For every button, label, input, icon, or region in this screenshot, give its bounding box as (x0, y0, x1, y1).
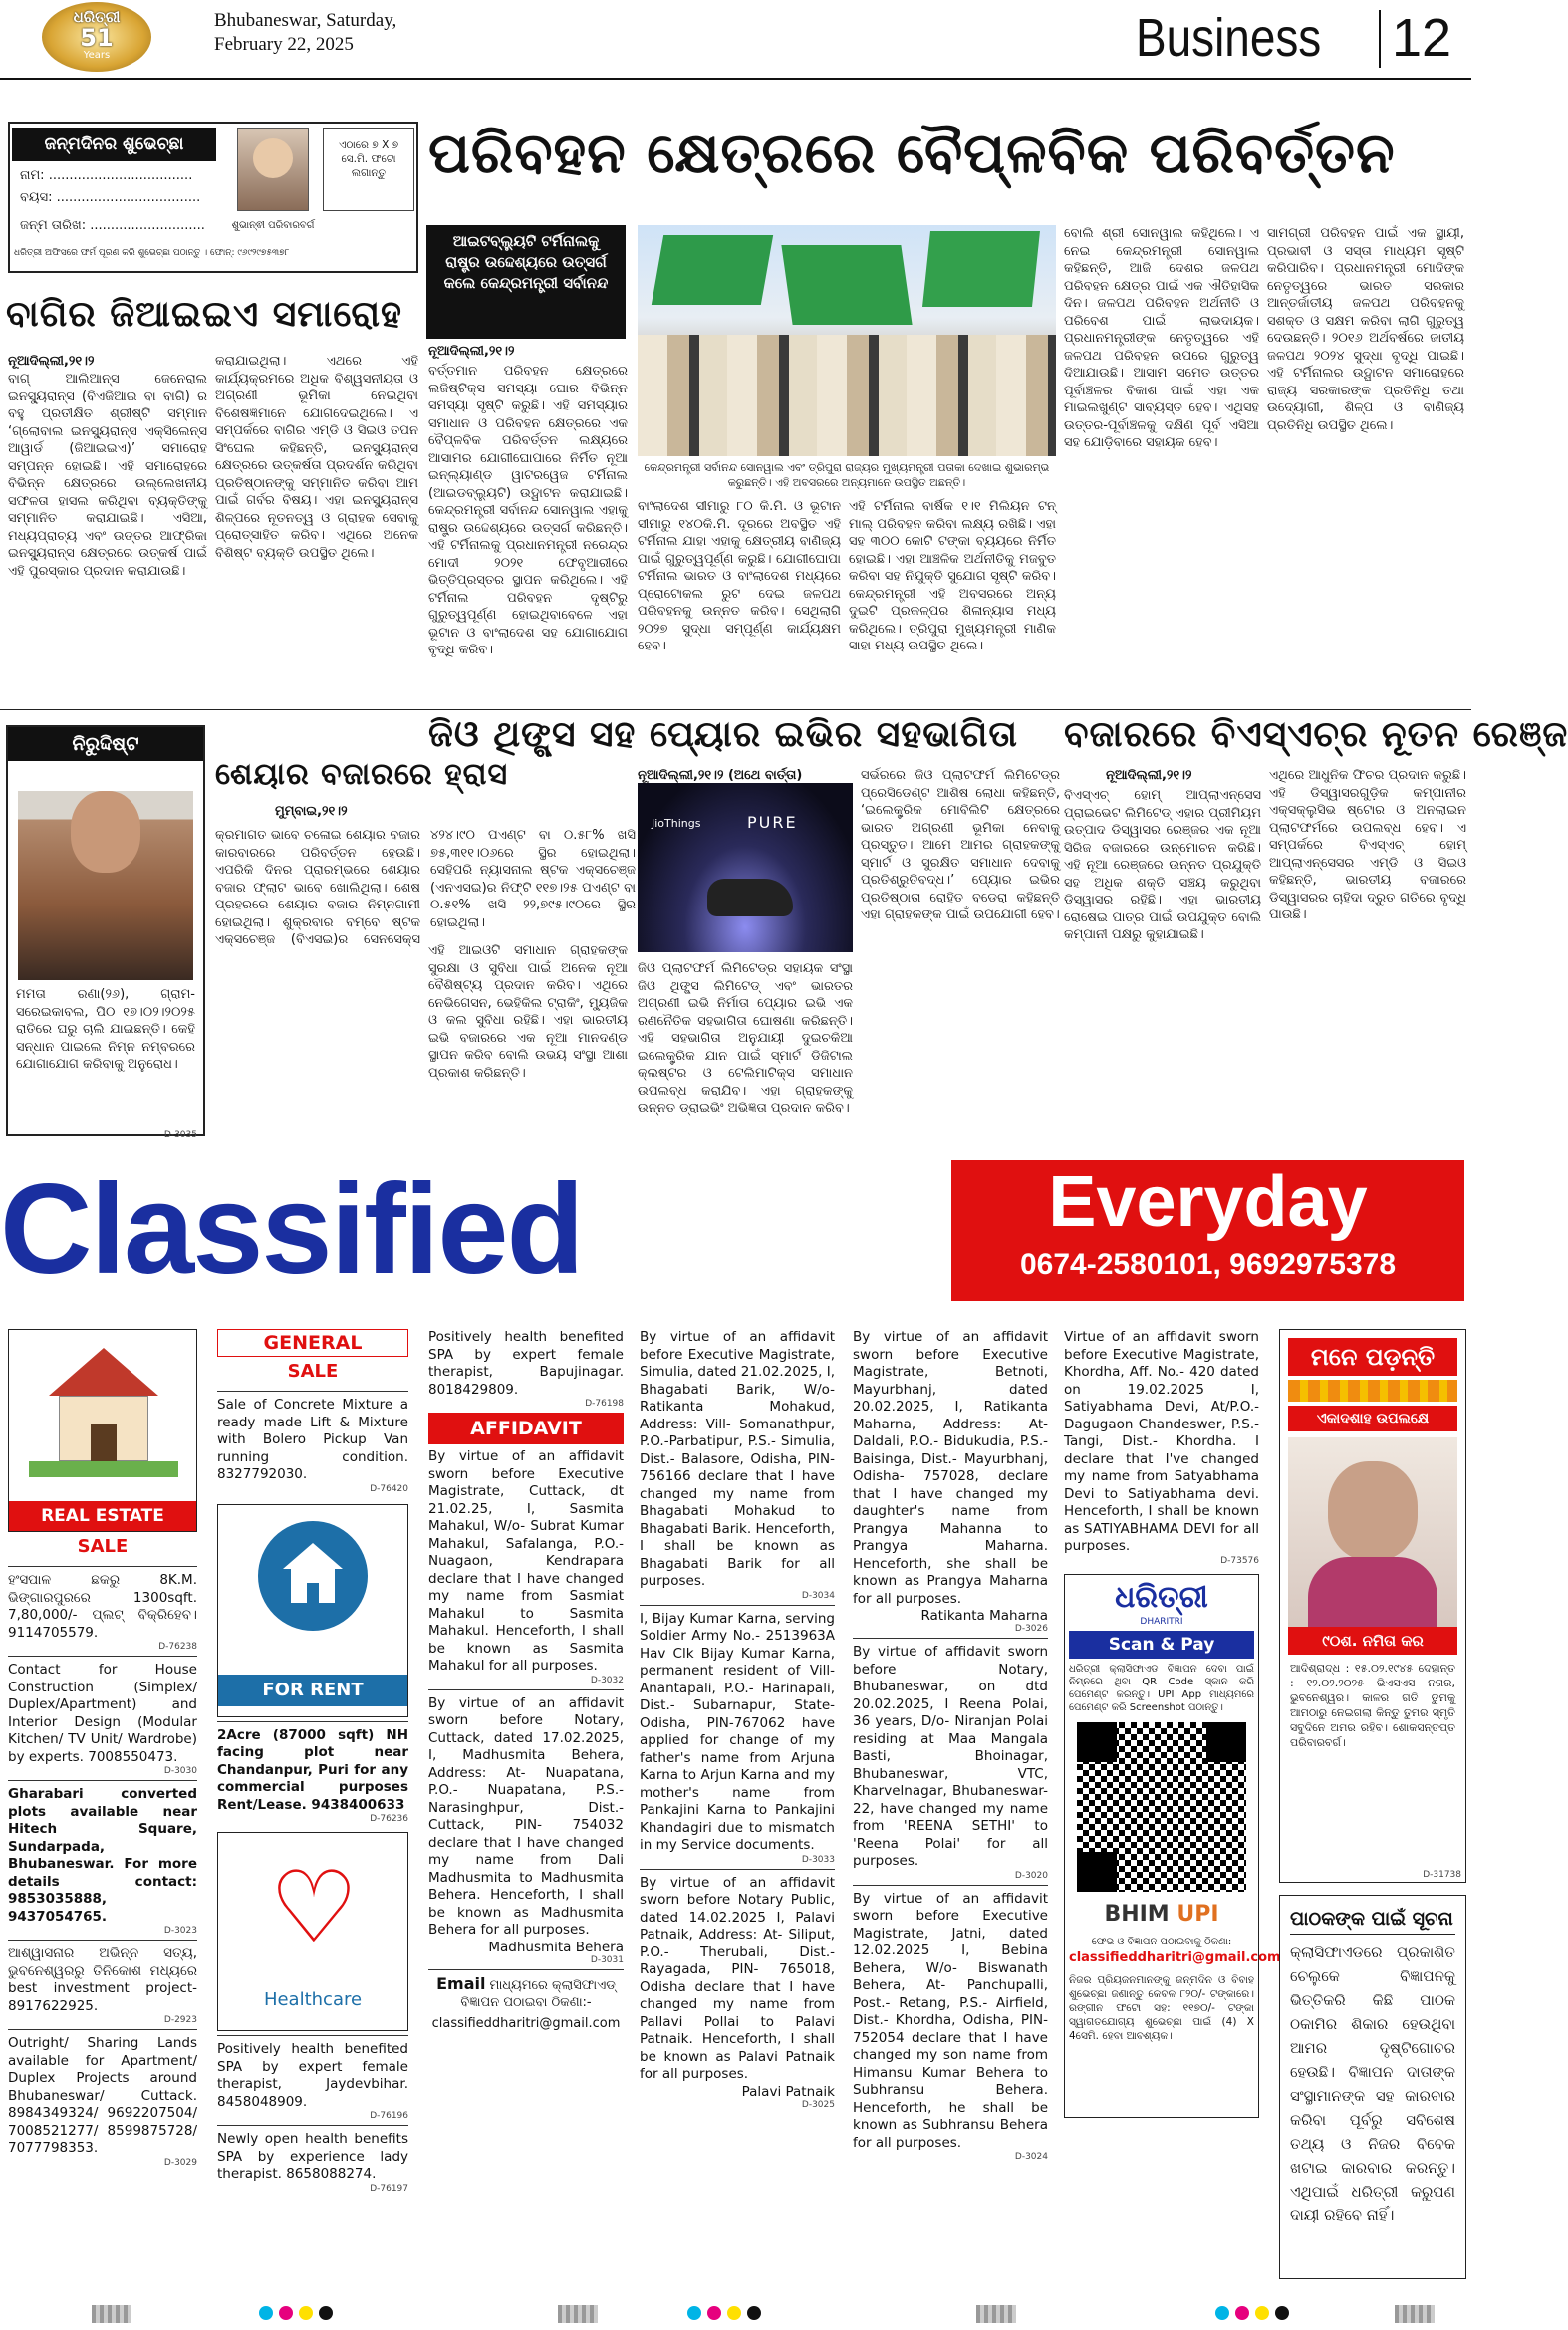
birthday-note: ଧରିତ୍ରୀ ଅଫିସରେ ଫର୍ମ ପୂରଣ କରି ଶୁଭେଚ୍ଛା ପଠାନ୍ତୁ । ଫୋନ୍: ୯୬୯୨୯୭୫୩୭୮ (14, 248, 290, 258)
jio-brand-1: JioThings (652, 817, 701, 830)
ad-spa-jaydevbihar: Positively health benefited SPA by expert female therapist, Jaydevbihar. 8458048909. (217, 2041, 408, 2110)
ad-affidavit-madhusmita: By virtue of an affidavit sworn before Notary, Cuttack, dated 17.02.2025, I, Madhusmita Behera, Address: At- Nuapatana, P.O.- Nuapatana, P.S.- Narasinghpur, Dist.- Cuttack, PIN- 754032 declare that I have changed my name from Dali Madhusmita to Madhusmita Behera. Henceforth, I shall be known as Madhusmita Behera for all purposes. (428, 1694, 624, 1938)
ad-code: D-3029 (163, 2157, 197, 2168)
everyday-title: Everyday (1048, 1163, 1368, 1242)
remembrance-photo (1288, 1437, 1457, 1627)
name-label: ନାମ: (20, 168, 45, 183)
share-col-1: କ୍ରମାଗତ ଭାବେ ଚଳୋଇ ଶେୟାର ବଜାର କାରବାରରେ ପରିବର୍ତ୍ତନ ହେଉଛି। ଏପରିକି ଦିନର ପ୍ରାରମ୍ଭରେ ଶେୟାର ବଜାର ଫ୍ଲାଟ ଭାବେ ଖୋଲିଥିଲା। ଶେଷ ପ୍ରହରରେ ଶେୟାର ବଜାର ନିମ୍ନଗାମୀ ହୋଇଥିଲା। ଶୁକ୍ରବାର ବମ୍ବେ ଷ୍ଟକ ଏକ୍ସଚେଞ୍ଜ (ବିଏସଇ)ର ସେନସେକ୍ସ ୪୨୪।୯୦ ପଏଣ୍ଟ ବା ୦.୫୮% ଖସି ୭୫,୩୧୧।୦୬ରେ ସ୍ଥିର ହୋଇଥିଲା। ସେହିପରି ନ୍ୟାସନାଲ ଷ୍ଟକ ଏକ୍ସଚେଞ୍ଜ (ଏନଏସଇ)ର ନିଫ୍ଟି ୧୧୭।୨୫ ପଏଣ୍ଟ ବା ୦.୫୧% ଖସି ୨୨,୭୯୫।୯୦ରେ ସ୍ଥିର ହୋଇଥିଲା। (215, 828, 636, 947)
bagir-col-2: କରାଯାଇଥିଲା। ଏଥରେ ଏହି କାର୍ଯ୍ୟକ୍ରମରେ ଅଧିକ ବିଶ୍ୱସନୀୟତା ଓ ଅଗ୍ରଣୀ ଭୂମିକା ନେଇଥିବା ବିଶେଷଜ୍ଞମାନେ ଯୋଗଦେଇଥିଲେ। ଏ ସମ୍ପର୍କରେ ବାଗିର ଏମ୍‌ଡି ଓ ସିଇଓ ତପନ ସିଂଘେଲ କହିଛନ୍ତି, ଇନସ୍ୟୁରାନ୍ସ କ୍ଷେତ୍ରରେ ଉତ୍କର୍ଷତା ପ୍ରଦର୍ଶନ କରିଥିବା ପ୍ରତିଷ୍ଠାନଙ୍କୁ ସମ୍ମାନିତ କରିବା ଆମ ପାଇଁ ଗର୍ବର ବିଷୟ। ଏହା ଇନସ୍ୟୁରାନ୍ସ ଶିଳ୍ପରେ ନୂତନତ୍ୱ ଓ ଗ୍ରାହକ ସେବାକୁ ପ୍ରୋତ୍ସାହିତ କରିବ। ଏଥିରେ ଅନେକ ବିଶିଷ୍ଟ ବ୍ୟକ୍ତି ଉପସ୍ଥିତ ଥିଲେ। (215, 354, 418, 561)
ad-code: D-3026 (1014, 1624, 1048, 1634)
ad-affidavit-palavi: By virtue of an affidavit sworn before Notary Public, dated 14.02.2025 I, Palavi Patnaik, Address: At- Siliput, P.O.- Therubali, Dist.- Rayagada, PIN- 765018, Odisha declare that I have changed my name from Pallavi Pollai to Palavi Patnaik. Henceforth, I shall be known as Palavi Patnaik for all purposes. (640, 1874, 835, 2082)
lead-col-3: ଏହି ଟର୍ମିନାଲ ବାର୍ଷିକ ୧।୧ ମିଲିୟନ ଟନ୍ ମାଲ୍ ପରିବହନ କରିବା ଲକ୍ଷ୍ୟ ରଖିଛି। ଏହା ସହ ୩୦୦ କୋଟି ଟଙ୍କା ବ୍ୟୟରେ ନିର୍ମିତ ହୋଇଛି। ଏହା ଆଞ୍ଚଳିକ ଅର୍ଥନୀତିକୁ ମଜବୁତ କରିବା ସହ ନିଯୁକ୍ତି ସୁଯୋଗ ସୃଷ୍ଟି କରିବ। କେନ୍ଦ୍ରମନ୍ତ୍ରୀ ଏହି ଅବସରରେ ଅନ୍ୟ ଦୁଇଟି ପ୍ରକଳ୍ପର ଶିଳାନ୍ୟାସ ମଧ୍ୟ କରିଥିଲେ। ତ୍ରିପୁରା ମୁଖ୍ୟମନ୍ତ୍ରୀ ମାଣିକ ସାହା ମଧ୍ୟ ଉପସ୍ଥିତ ଥିଲେ। (849, 499, 1056, 653)
classified-col-3 (428, 1329, 624, 2281)
ad-code: D-3030 (163, 1766, 197, 1776)
age-line: ବୟସ: ................................... (20, 190, 201, 205)
lead-subhead: ଆଇଟବ୍ଲ୍ୟୁଟି ଟର୍ମିନାଲକୁ ରାଷ୍ଟ୍ର ଉଦ୍ଦେଶ୍ୟରେ ଉତ୍ସର୍ଗ କଲେ କେନ୍ଦ୍ରମନ୍ତ୍ରୀ ସର୍ବାନନ୍ଦ (443, 232, 609, 292)
bse-dateline: ନୂଆଦିଲ୍ଲୀ,୨୧।୨ (1106, 768, 1192, 783)
bagir-dateline: ନୂଆଦିଲ୍ଲୀ,୨୧।୨ (8, 354, 95, 369)
for-rent-box (217, 1504, 408, 1717)
share-headline: ଶେୟାର ବଜାରରେ ହ୍ରାସ (215, 757, 509, 792)
ad-code: D-76238 (158, 1642, 197, 1652)
ad-code: D-76197 (370, 2183, 408, 2194)
missing-person-photo (18, 791, 193, 980)
ad-affidavit-bebina: By virtue of an affidavit sworn before Executive Magistrate, Jatni, dated 12.02.2025 I, Bebina Behera, W/o- Biswanath Behera, At- Panchupalli, Post.- Retang, P.S.- Airfield, Dist.- Khordha, Odisha, PIN- 752054 declare that I have changed my son name from Himansu Kumar Behera to Subhransu Behera. Henceforth, he shall be known as Subhransu Behera for all purposes. (853, 1890, 1048, 2151)
lead-photo (638, 225, 1056, 456)
ad-outright-lands: Outright/ Sharing Lands available for Apartment/ Duplex Projects around Bhubaneswar/ Cuttack. 8984349324/ 9692207504/ 7008521277/ 8599875728/ 7077798353. (8, 2035, 197, 2156)
upi-text: UPI (1176, 1901, 1219, 1927)
ad-code: D-3024 (1014, 2152, 1048, 2162)
birthday-wishes-box (8, 122, 418, 273)
classified-banner (0, 1156, 1471, 1305)
ad-code: D-3033 (801, 1854, 835, 1865)
lead-subhead-box (426, 225, 626, 339)
ad-affidavit-ratikanta: By virtue of an affidavit sworn before Executive Magistrate, Betnoti, Mayurbhanj, dated 20.02.2025, I, Ratikanta Maharna, Address: At- Daldali, P.O.- Bidukudia, P.S.- Baisinga, Dist.- Mayurbhanj, Odisha- 757028, declare that I have changed my daughter's name from Prangya Mahanna to Prangya Maharna. Henceforth, she shall be known as Prangya Maharna for all purposes. (853, 1329, 1048, 1607)
classified-col-1 (8, 1329, 197, 2281)
ad-code: D-73576 (1220, 1555, 1259, 1566)
flower-border (1288, 1380, 1457, 1402)
scan-pay-box (1064, 1574, 1281, 2118)
birthday-title: ଜନ୍ମଦିନର ଶୁଭେଚ୍ଛା (12, 128, 216, 161)
jio-col-3: ସର୍ଭରରେ ଜିଓ ପ୍ଲାଟଫର୍ମ ଲିମିଟେଡ୍ର ପ୍ରେସିଡେଣ୍ଟ ଆଶିଷ ଲୋଧା କହିଛନ୍ତି, ‘ଇଲେକ୍ଟ୍ରିକ ମୋବିଲିଟି କ୍ଷେତ୍ରରେ ଭାରତ ଅଗ୍ରଣୀ ଭୂମିକା ନେବାକୁ ପ୍ରସ୍ତୁତ। ଆମେ ଆମର ଗ୍ରାହକଙ୍କୁ ସ୍ମାର୍ଟ ଓ ସୁରକ୍ଷିତ ସମାଧାନ ଦେବାକୁ ପ୍ରତିଶ୍ରୁତିବଦ୍ଧ।’ ପ୍ୟୋର ଇଭିର ପ୍ରତିଷ୍ଠାତା ରୋହିତ ବଡେରା କହିଛନ୍ତି ଏହା ଗ୍ରାହକଙ୍କ ପାଇଁ ଉପଯୋଗୀ ହେବ। (861, 768, 1060, 922)
page-number: 12 (1392, 8, 1452, 68)
remembrance-title: ମନେ ପଡ଼ନ୍ତି (1288, 1338, 1457, 1376)
child-photo (237, 128, 309, 211)
name-line: ନାମ: ................................... (20, 168, 193, 183)
bhim-upi-logo (1069, 1900, 1254, 1930)
ad-code: D-76198 (585, 1399, 624, 1409)
reader-notice-text: କ୍ଲାସିଫାଏଡରେ ପ୍ରକାଶିତ ଚେଲୁକେ ବିଜ୍ଞାପନକୁ ଭିତ୍ତିକରି କିଛି ପାଠକ ଠକାମିର ଶିକାର ହେଉଥିବା ଆମର ଦୃଷ୍ଟିଗୋଚର ହେଉଛି। ବିଜ୍ଞାପନ ଦାତାଙ୍କ ସଂସ୍ଥାମାନଙ୍କ ସହ କାରବାର କରିବା ପୂର୍ବରୁ ସବିଶେଷ ତଥ୍ୟ ଓ ନିଜର ବିବେକ ଖଟାଇ କାରବାର କରନ୍ତୁ। ଏଥିପାଇଁ ଧରିତ୍ରୀ କରୁପଣ ଦାୟୀ ରହିବେ ନାହିଁ। (1290, 1943, 1455, 2224)
ad-code: D-76196 (370, 2111, 408, 2121)
masthead (0, 0, 1471, 78)
email-box (428, 1975, 624, 2032)
lead-col-2: ବାଂଲାଦେଶ ସୀମାରୁ ୮୦ କି.ମି. ଓ ଭୂଟାନ ସୀମାରୁ ୧୪୦କି.ମି. ଦୂରରେ ଅବସ୍ଥିତ ଏହି ଟର୍ମିନାଲ ଯାହା ଏହାକୁ କ୍ଷେତ୍ରୀୟ ବାଣିଜ୍ୟ ପାଇଁ ଗୁରୁତ୍ୱପୂର୍ଣ୍ଣ କରୁଛି। ଯୋଗୀଘୋପା ଟର୍ମିନାଲ ଭାରତ ଓ ବାଂଲାଦେଶ ମଧ୍ୟରେ ପ୍ରୋଟୋକଲ ରୁଟ ଦେଇ ଜଳପଥ ପରିବହନକୁ ଉନ୍ନତ କରିବ। ସେଥିଲାଗି ୨୦୨୭ ସୁଦ୍ଧା ସମ୍ପୂର୍ଣ୍ଣ କାର୍ଯ୍ୟକ୍ଷମ ହେବ। (638, 499, 841, 653)
remembrance-text: ଆଦିଶ୍ରାଦ୍ଧ : ୧୫.୦୨.୧୯୪୫ ଦେହାନ୍ତ : ୧୨.୦୨.୨୦୨୫ ଭିଏସଏସ ନଗର, ଭୁବନେଶ୍ୱର। କାଳର ଗତି ତୁମକୁ ଆମଠାରୁ ନେଇଗଲା କିନ୍ତୁ ତୁମର ସ୍ମୃତି ସବୁଦିନେ ଅମର ରହିବ। ଶୋକସନ୍ତପ୍ତ ପରିବାରବର୍ଗ। (1290, 1662, 1455, 1749)
scan-rates: ନିଜର ପ୍ରିୟଜନମାନଙ୍କୁ ଜନ୍ମଦିନ ଓ ବିବାହ ଶୁଭେଚ୍ଛା ଜଣାନ୍ତୁ କେବଳ ୮୨୦/- ଟଙ୍କାରେ। ରଙ୍ଗୀନ ଫଟୋ ସହ: ୧୧୭୦/- ଟଙ୍କା ସ୍ୱାଗତଯୋଗ୍ୟ ଶୁଭେଚ୍ଛା ପାଇଁ (4) X 4ସେମି. ହେବା ଆବଶ୍ୟକ। (1069, 1973, 1254, 2042)
ad-code: D-76420 (370, 1483, 408, 1494)
reader-notice-title: ପାଠକଙ୍କ ପାଇଁ ସୂଚନା (1290, 1904, 1455, 1935)
lead-col-5: ସାମଗ୍ରୀ ପରିବହନ ପାଇଁ ଏକ ସ୍ଥାୟୀ, ପ୍ରଭାବୀ ଓ ସସ୍ତା ମାଧ୍ୟମ ସୃଷ୍ଟି କରିପାରିବ। ପ୍ରଧାନମନ୍ତ୍ରୀ ମୋଦିଙ୍କ ନେତୃତ୍ୱରେ ଭାରତ ସରକାର ଆନ୍ତର୍ଜାତୀୟ ଜଳପଥ ପରିବହନକୁ ସଶକ୍ତ ଓ ସକ୍ଷମ କରିବା ଲାଗି ଗୁରୁତ୍ୱ ଦେଉଛନ୍ତି। ୨୦୧୬ ଅର୍ଥବର୍ଷରେ ଜାତୀୟ ଜଳପଥ ୨୦୨୪ ସୁଦ୍ଧା ବୃଦ୍ଧି ପାଇଛି। ଏହି ଟର୍ମିନାଲର ଉଦ୍ଘାଟନ ସମାରୋହରେ ରାଜ୍ୟ ସରକାରଙ୍କ ପ୍ରତିନିଧି ତଥା ଉଦ୍ୟୋଗୀ, ଶିଳ୍ପ ଓ ବାଣିଜ୍ୟ ପ୍ରତିନିଧି ଉପସ୍ଥିତ ଥିଲେ। (1267, 226, 1464, 433)
home-icon (258, 1521, 368, 1631)
ad-code: D-76236 (370, 1814, 408, 1824)
healthcare-box (217, 1832, 408, 2031)
bagir-headline: ବାଗିର ଜିଆଇଇଏ ସମାରୋହ (6, 294, 402, 335)
jio-headline: ଜିଓ ଥିଙ୍ଗ୍ସ ସହ ପ୍ୟୋର ଇଭିର ସହଭାଗିତା (428, 714, 1019, 755)
scan-pay-title: Scan & Pay (1069, 1631, 1254, 1659)
email-text: ମାଧ୍ୟମରେ କ୍ଲାସିଫାଏଡ୍ ବିଜ୍ଞାପନ ପଠାଇବା ଠିକଣା:- (460, 1977, 616, 2010)
anniversary-logo (42, 2, 151, 72)
bse-headline: ବଜାରରେ ବିଏସ୍‌ଏଚ୍‌ର ନୂତନ ରେଞ୍ଜ (1064, 714, 1568, 755)
ad-bijay-karna: I, Bijay Kumar Karna, serving Soldier Army No.- 2513963A Hav Clk Bijay Kumar Karna, permanent resident of Vill- Anantapali, P.O.- Harinapali, Dist.- Subarnapur, State- Odisha, PIN-767062 have applied for change of my father's name from Arjuna Karna to Arjun Karna and my mother's name from Pankajini Karna to Pankajini Khandagiri due to mismatch in my Service documents. (640, 1610, 835, 1853)
ad-plot-bhingarpur: ହଂସପାଳ ଛକରୁ 8K.M. ଭିଙ୍ଗାରପୁରରେ 1300sqft. 7,80,000/- ପ୍ଲଟ୍ ବିକ୍ରିହେବ। 9114705579. (8, 1572, 197, 1641)
real-estate-label: REAL ESTATE (9, 1501, 196, 1531)
ad-code: D-3031 (590, 1954, 624, 1965)
lead-dateline: ନୂଆଦିଲ୍ଲୀ,୨୧।୨ (428, 344, 515, 359)
bhim-text: BHIM (1104, 1901, 1170, 1927)
dharitri-logo-sub: DHARITRI (1140, 1616, 1183, 1627)
ad-new-spa: Newly open health benefits SPA by experience lady therapist. 8658088274. (217, 2131, 408, 2182)
remembrance-box (1279, 1329, 1466, 1883)
classified-title: Classified (0, 1159, 583, 1301)
ad-gharabari-plots: Gharabari converted plots available near Hitech Square, Sundarpada, Bhubaneswar. For more details contact: 9853035888, 9437054765. (8, 1786, 197, 1925)
for-rent-label: FOR RENT (218, 1675, 407, 1706)
ad-house-construction: Contact for House Construction (Simplex/ Duplex/Apartment) and Interior Design (Modular Kitchen/ TV Unit/ Wardrobe) by experts. 7008550473. (8, 1662, 197, 1765)
photo-caption: ଶୁଭାନ୍ଵୀ ପରିବାରବର୍ଗ (231, 220, 315, 231)
ad-affidavit-sasmita: By virtue of an affidavit sworn before Executive Magistrate, Cuttack, dt 21.02.25, I, Sasmita Mahakul, W/o- Subrat Kumar Mahakul, Safalanga, P.O.- Nuagaon, Kendrapara declare that I have changed my name from Sasmiat Mahakul to Sasmita Mahakul. Henceforth, I shall be known as Sasmita Mahakul for all purposes. (428, 1448, 624, 1674)
ad-signature: Madhusmita Behera (488, 1939, 624, 1955)
dob-line: ଜନ୍ମ ତାରିଖ: ............................ (20, 218, 205, 233)
scan-pay-text: ଧରିତ୍ରୀ କ୍ଲାସିଫାଏଡ ବିଜ୍ଞାପନ ଦେବା ପାଇଁ ନିମ୍ନରେ ଥିବା QR Code ସ୍କାନ କରି ପେମେଣ୍ଟ କରନ୍ତୁ। UPI App ମାଧ୍ୟମରେ ପେମେଣ୍ଟ କରି Screenshot ପଠାନ୍ତୁ। (1069, 1663, 1254, 1713)
ad-code: D-3020 (1014, 1870, 1048, 1881)
classified-col-7 (1279, 1329, 1466, 2281)
ad-code: D-2923 (163, 2015, 197, 2025)
section-name: Business (1136, 8, 1322, 68)
share-dateline: ମୁମ୍ବାଇ,୨୧।୨ (275, 804, 348, 819)
date: February 22, 2025 (214, 34, 354, 55)
ad-affidavit-reena: By virtue of affidavit sworn before Notary, Bhubaneswar, on dtd 20.02.2025, I Reena Polai, 36 years, D/o- Niranjan Polai residing at Maa Mangala Basti, Bhoinagar, Bhubaneswar, VTC, Kharvelnagar, Bhubaneswar- 22, have changed my name from 'REENA SETHI' to 'Reena Polai' for all purposes. (853, 1644, 1048, 1869)
ad-code: D-3034 (801, 1590, 835, 1601)
lead-col-1: ବର୍ତ୍ତମାନ ପରିବହନ କ୍ଷେତ୍ରରେ ଲଜିଷ୍ଟିକ୍ସ ସମସ୍ୟା ଘୋର ବିଭିନ୍ନ ସମସ୍ୟା ସୃଷ୍ଟି କରୁଛି। ଏହି ସମସ୍ୟାର ସମାଧାନ ଓ ପରିବହନ କ୍ଷେତ୍ରରେ ଏକ ବୈପ୍ଳବିକ ପରିବର୍ତ୍ତନ ଲକ୍ଷ୍ୟରେ ଆସାମର ଯୋଗୀଘୋପାରେ ନିର୍ମିତ ନୂଆ ଇନ୍ଲ୍ୟାଣ୍ଡ ୱାଟରୱେଜ ଟର୍ମିନାଲ (ଆଇଡବ୍ଲ୍ୟୁଟି) ଉଦ୍ଘାଟନ କରାଯାଇଛି। କେନ୍ଦ୍ରମନ୍ତ୍ରୀ ସର୍ବାନନ୍ଦ ସୋନୱାଲ ଏହାକୁ ରାଷ୍ଟ୍ର ଉଦ୍ଦେଶ୍ୟରେ ଉତ୍ସର୍ଗ କରିଛନ୍ତି। ଏହି ଟର୍ମିନାଲକୁ ପ୍ରଧାନମନ୍ତ୍ରୀ ନରେନ୍ଦ୍ର ମୋଦୀ ୨୦୨୧ ଫେବୃଆରୀରେ ଭିତ୍ତିପ୍ରସ୍ତର ସ୍ଥାପନ କରିଥିଲେ। ଏହି ଟର୍ମିନାଲ ପରିବହନ ଦୃଷ୍ଟିରୁ ଗୁରୁତ୍ୱପୂର୍ଣ୍ଣ ହୋଇଥିବାବେଳେ ଏହା ଭୂଟାନ ଓ ବାଂଲାଦେଶ ସହ ଯୋଗାଯୋଗ ବୃଦ୍ଧି କରିବ। (428, 364, 628, 657)
missing-text: ମମତା ରଣା(୨୬), ଗ୍ରାମ- ସରେଇକାବଲ, ପି୦ ୧୭।୦୨।୨୦୨୫ ରାତିରେ ଘରୁ ଚାଲି ଯାଇଛନ୍ତି। କେହି ସନ୍ଧାନ ପାଇଲେ ନିମ୍ନ ନମ୍ବରରେ ଯୋଗାଯୋଗ କରିବାକୁ ଅନୁରୋଧ। (16, 987, 195, 1072)
email-title: Email (436, 1973, 486, 1993)
ad-code: D-31738 (1423, 1870, 1461, 1880)
ad-affidavit-bhagabati: By virtue of an affidavit before Executive Magistrate, Simulia, dated 21.02.2025, I, Bhagabati Barik, W/o- Ratikanta Mohakud, Address: Vill- Somanathpur, P.O.-Parbatipur, P.S.- Simulia, Dist.- Balasore, Odisha, PIN- 756166 declare that I have changed my name from Bhagabati Mohakud to Bhagabati Barik. Henceforth, I shall be known as Bhagabati Barik for all purposes. (640, 1329, 835, 1589)
remembrance-name: ୯୦ଶ. ନମିତା କର (1288, 1627, 1457, 1655)
ad-signature: Palavi Patnaik (741, 2083, 835, 2100)
jio-dateline: ନୂଆଦିଲ୍ଲୀ,୨୧।୨ (ଅଥେ ବାର୍ତ୍ତା) (638, 768, 803, 783)
affidavit-label: AFFIDAVIT (428, 1413, 624, 1444)
real-estate-sale-label: SALE (77, 1536, 129, 1557)
logo-text: ଧରିତ୍ରୀ (73, 8, 121, 26)
jio-col-1: ଜିଓ ପ୍ଲାଟଫର୍ମ ଲିମିଟେଡ୍ର ସହାୟକ ସଂସ୍ଥା ଜିଓ ଥିଙ୍ଗ୍ସ ଲିମିଟେଡ୍ ଏବଂ ଭାରତର ଅଗ୍ରଣୀ ଇଭି ନିର୍ମାତା ପ୍ୟୋର ଇଭି ଏକ ରଣନୈତିକ ସହଭାଗିତା ଘୋଷଣା କରିଛନ୍ତି। ଏହି ସହଭାଗିତା ଅନୁଯାୟୀ ଦୁଇଚକିଆ ଇଲେକ୍ଟ୍ରିକ ଯାନ ପାଇଁ ସ୍ମାର୍ଟ ଡିଜିଟାଲ କ୍ଲଷ୍ଟର ଓ ଟେଲିମାଟିକ୍ସ ସମାଧାନ ଉପଲବ୍ଧ କରାଯିବ। ଏହା ଗ୍ରାହକଙ୍କୁ ଉନ୍ନତ ଡ୍ରାଇଭିଂ ଅଭିଜ୍ଞତା ପ୍ରଦାନ କରିବ। (638, 961, 853, 1116)
ad-investment-project: ଆଶ୍ୱାସନାର ଅଭିନ୍ନ ସତ୍ୟ, ଭୁବନେଶ୍ୱରରୁ ତିନିକୋଶ ମଧ୍ୟରେ best investment project- 8917622925. (8, 1945, 197, 2014)
ad-code: D-3023 (163, 1926, 197, 1936)
classified-phones: 0674-2580101, 9692975378 (1019, 1248, 1397, 1281)
classified-col-6 (1064, 1329, 1281, 2281)
general-sale-label: SALE (287, 1361, 339, 1382)
scan-email[interactable]: classifieddharitri@gmail.com (1069, 1949, 1281, 1965)
lead-headline: ପରିବହନ କ୍ଷେତ୍ରରେ ବୈପ୍ଳବିକ ପରିବର୍ତ୍ତନ (428, 122, 1396, 186)
jio-col-2: ଏହି ଆଇଓଟି ସମାଧାନ ଗ୍ରାହକଙ୍କ ସୁରକ୍ଷା ଓ ସୁବିଧା ପାଇଁ ଅନେକ ନୂଆ ବୈଶିଷ୍ଟ୍ୟ ପ୍ରଦାନ କରିବ। ଏଥିରେ ନେଭିଗେସନ, ଭେହିକିଲ ଟ୍ରାକିଂ, ମ୍ୟୁଜିକ ଓ କଲ ସୁବିଧା ରହିଛି। ଏହା ଭାରତୀୟ ଇଭି ବଜାରରେ ଏକ ନୂଆ ମାନଦଣ୍ଡ ସ୍ଥାପନ କରିବ ବୋଲି ଉଭୟ ସଂସ୍ଥା ଆଶା ପ୍ରକାଶ କରିଛନ୍ତି। (428, 943, 628, 1081)
classified-col-2 (217, 1329, 408, 2281)
missing-title: ନିରୁଦ୍ଦିଷ୍ଟ (8, 727, 203, 761)
jio-image (638, 783, 853, 952)
qr-code[interactable] (1077, 1722, 1246, 1892)
print-registration-marks (0, 2303, 1471, 2325)
ad-concrete-mixture: Sale of Concrete Mixture a ready made Lift & Mixture with Bolero Pickup Van running condition. 8327792030. (217, 1397, 408, 1482)
classified-col-5 (853, 1329, 1048, 2281)
ad-code: D-3025 (801, 2099, 835, 2110)
dharitri-logo: ଧରିତ୍ରୀ (1115, 1579, 1208, 1615)
remembrance-occasion: ଏକାଦଶାହ ଉପଲକ୍ଷେ (1288, 1406, 1457, 1431)
healthcare-label: Healthcare (263, 1989, 363, 2010)
lead-photo-caption: କେନ୍ଦ୍ରମନ୍ତ୍ରୀ ସର୍ବାନନ୍ଦ ସୋନୱାଲ ଏବଂ ତ୍ରିପୁରା ରାଜ୍ୟର ମୁଖ୍ୟମନ୍ତ୍ରୀ ପତାକା ଦେଖାଇ ଶୁଭାରମ୍ଭ କରୁଛନ୍ତି। ଏହି ଅବସରରେ ଅନ୍ୟମାନେ ଉପସ୍ଥିତ ଅଛନ୍ତି। (644, 461, 1050, 489)
general-label: GENERAL (217, 1329, 408, 1357)
heart-icon: ♡ (269, 1849, 359, 1965)
ad-signature: Ratikanta Maharna (920, 1608, 1048, 1624)
reader-notice-box (1279, 1895, 1466, 2279)
bagir-col-1: ବାଗ୍ ଆଲିଆନ୍ସ ଜେନେରାଲ ଇନସ୍ୟୁରାନ୍ସ (ବିଏଜିଆଇ ବା ବାଗି) ର ବହୁ ପ୍ରତୀକ୍ଷିତ ଶ୍ରୀଷ୍ଟି ସମ୍ମାନ ‘ଗ୍ଲୋବାଲ ଇନସ୍ୟୁରାନ୍ସ ଏକ୍ସିଲେନ୍ସ ଆୱାର୍ଡ (ଜିଆଇଇଏ)’ ସମାରୋହ ସମ୍ପନ୍ନ ହୋଇଛି। ଏହି ସମାରୋହରେ ବିଭିନ୍ନ କ୍ଷେତ୍ରରେ ଉଲ୍ଲେଖନୀୟ ସଫଳତା ହାସଲ କରିଥିବା ବ୍ୟକ୍ତିଙ୍କୁ ସମ୍ମାନିତ କରାଯାଇଛି। ଏସିଆ, ମଧ୍ୟପ୍ରାଚ୍ୟ ଏବଂ ଉତ୍ତର ଆଫ୍ରିକା ଇନସ୍ୟୁରାନ୍ସ କ୍ଷେତ୍ରରେ ଉତ୍କର୍ଷ ପାଇଁ ଏହି ପୁରସ୍କାର ପ୍ରଦାନ କରାଯାଉଛି। (8, 372, 207, 579)
age-label: ବୟସ: (20, 190, 53, 205)
photo-size-note: ଏଠାରେ ୭ X ୭ ସେ.ମି. ଫଟୋ ଲଗାନ୍ତୁ (323, 128, 414, 211)
ad-code: D-3032 (590, 1675, 624, 1685)
classified-col-4 (640, 1329, 835, 2281)
bse-col-1: ବିଏସ୍‌ଏଚ୍ ହୋମ୍ ଆପ୍ଲାଏନ୍ସେସ ପ୍ରାଇଭେଟ ଲିମିଟେଡ୍ ଏହାର ପ୍ରୀମିୟମ ଉତ୍ପାଦ ଡିସ୍‌ୱାସର ରେଞ୍ଜର ଏକ ନୂଆ ସିରିଜ ବଜାରରେ ଉନ୍ମୋଚନ କରିଛି। ଏହି ନୂଆ ରେଞ୍ଜରେ ଉନ୍ନତ ପ୍ରଯୁକ୍ତି ସହ ଅଧିକ ଶକ୍ତି ସଞ୍ଚୟ କରୁଥିବା ଡିସ୍‌ୱାସର ରହିଛି। ଏହା ଭାରତୀୟ ରୋଷେଇ ପାତ୍ର ପାଇଁ ଉପଯୁକ୍ତ ବୋଲି କମ୍ପାନୀ ପକ୍ଷରୁ କୁହାଯାଇଛି। (1064, 788, 1261, 942)
logo-number: 51 (80, 24, 114, 52)
jio-brand-2: PURE (747, 813, 798, 832)
missing-code: D-3035 (163, 1130, 197, 1140)
ad-chandanpur-plot: 2Acre (87000 sqft) NH facing plot near Chandanpur, Puri for any commercial purposes Rent/Lease. 9438400633 (217, 1726, 408, 1813)
bse-col-2: ଏଥିରେ ଆଧୁନିକ ଫିଚର ପ୍ରଦାନ କରୁଛି। ଏହି ଡିସ୍‌ୱାସରଗୁଡ଼ିକ କମ୍ପାନୀର ଏକ୍ସକ୍ଲୁସିଭ ଷ୍ଟୋର ଓ ଅନଲାଇନ ପ୍ଲାଟଫର୍ମରେ ଉପଲବ୍ଧ ହେବ। ଏ ସମ୍ପର୍କରେ ବିଏସ୍‌ଏଚ୍ ହୋମ୍ ଆପ୍ଲାଏନ୍ସେସର ଏମ୍‌ଡି ଓ ସିଇଓ କହିଛନ୍ତି, ଭାରତୀୟ ବଜାରରେ ଡିସ୍‌ୱାସରର ଚାହିଦା ଦ୍ରୁତ ଗତିରେ ବୃଦ୍ଧି ପାଉଛି। (1269, 768, 1466, 922)
dob-label: ଜନ୍ମ ତାରିଖ: (20, 218, 87, 233)
logo-years: Years (83, 50, 111, 61)
email-address[interactable]: classifieddharitri@gmail.com (431, 2015, 621, 2031)
house-icon (29, 1348, 178, 1477)
dateline: Bhubaneswar, Saturday, (214, 10, 397, 31)
ad-spa-bapujinagar: Positively health benefited SPA by expert female therapist, Bapujinagar. 8018429809. (428, 1329, 624, 1398)
real-estate-box (8, 1329, 197, 1532)
lead-col-4: ବୋଲି ଶ୍ରୀ ସୋନୱାଲ କହିଥିଲେ। ଏ ନେଇ କେନ୍ଦ୍ରମନ୍ତ୍ରୀ ସୋନୱାଲ କହିଛନ୍ତି, ଆଜି ଦେଶର ଜଳପଥ ପରିବହନ କ୍ଷେତ୍ର ପାଇଁ ଏକ ଐତିହାସିକ ଦିନ। ଜଳପଥ ପରିବହନ ଅର୍ଥନୀତି ଓ ପରିବେଶ ପାଇଁ ଲାଭଦାୟକ। ପ୍ରଧାନମନ୍ତ୍ରୀଙ୍କ ନେତୃତ୍ୱରେ ଏହି ଜଳପଥ ପରିବହନ ଉପରେ ଗୁରୁତ୍ୱ ଦିଆଯାଉଛି। ଆସାମ ସମେତ ଉତ୍ତର ପୂର୍ବାଞ୍ଚଳର ବିକାଶ ପାଇଁ ଏହା ଏକ ମାଇଲଖୁଣ୍ଟ ସାବ୍ୟସ୍ତ ହେବ। ଏଥିସହ ଉତ୍ତର-ପୂର୍ବାଞ୍ଚଳକୁ ଦକ୍ଷିଣ ପୂର୍ବ ଏସିଆ ସହ ଯୋଡ଼ିବାରେ ସହାୟକ ହେବ। (1064, 226, 1259, 450)
ad-affidavit-satiyabhama: Virtue of an affidavit sworn before Executive Magistrate, Khordha, Aff. No.- 420 dated on 19.02.2025 I, Satiyabhama Devi, At/P.O.- Dagugaon Chandeswer, P.S.- Tangi, Dist.- Khordha. I declare that I've changed my name from Satyabhama Devi to Satiyabhama devi. Henceforth, I shall be known as SATIYABHAMA DEVI for all purposes. (1064, 1329, 1259, 1554)
scan-email-note: ଫେଭ ଓ ବିଜ୍ଞାପନ ପଠାଇବାକୁ ଠିକଣା: (1091, 1936, 1232, 1947)
missing-notice (6, 725, 205, 1140)
